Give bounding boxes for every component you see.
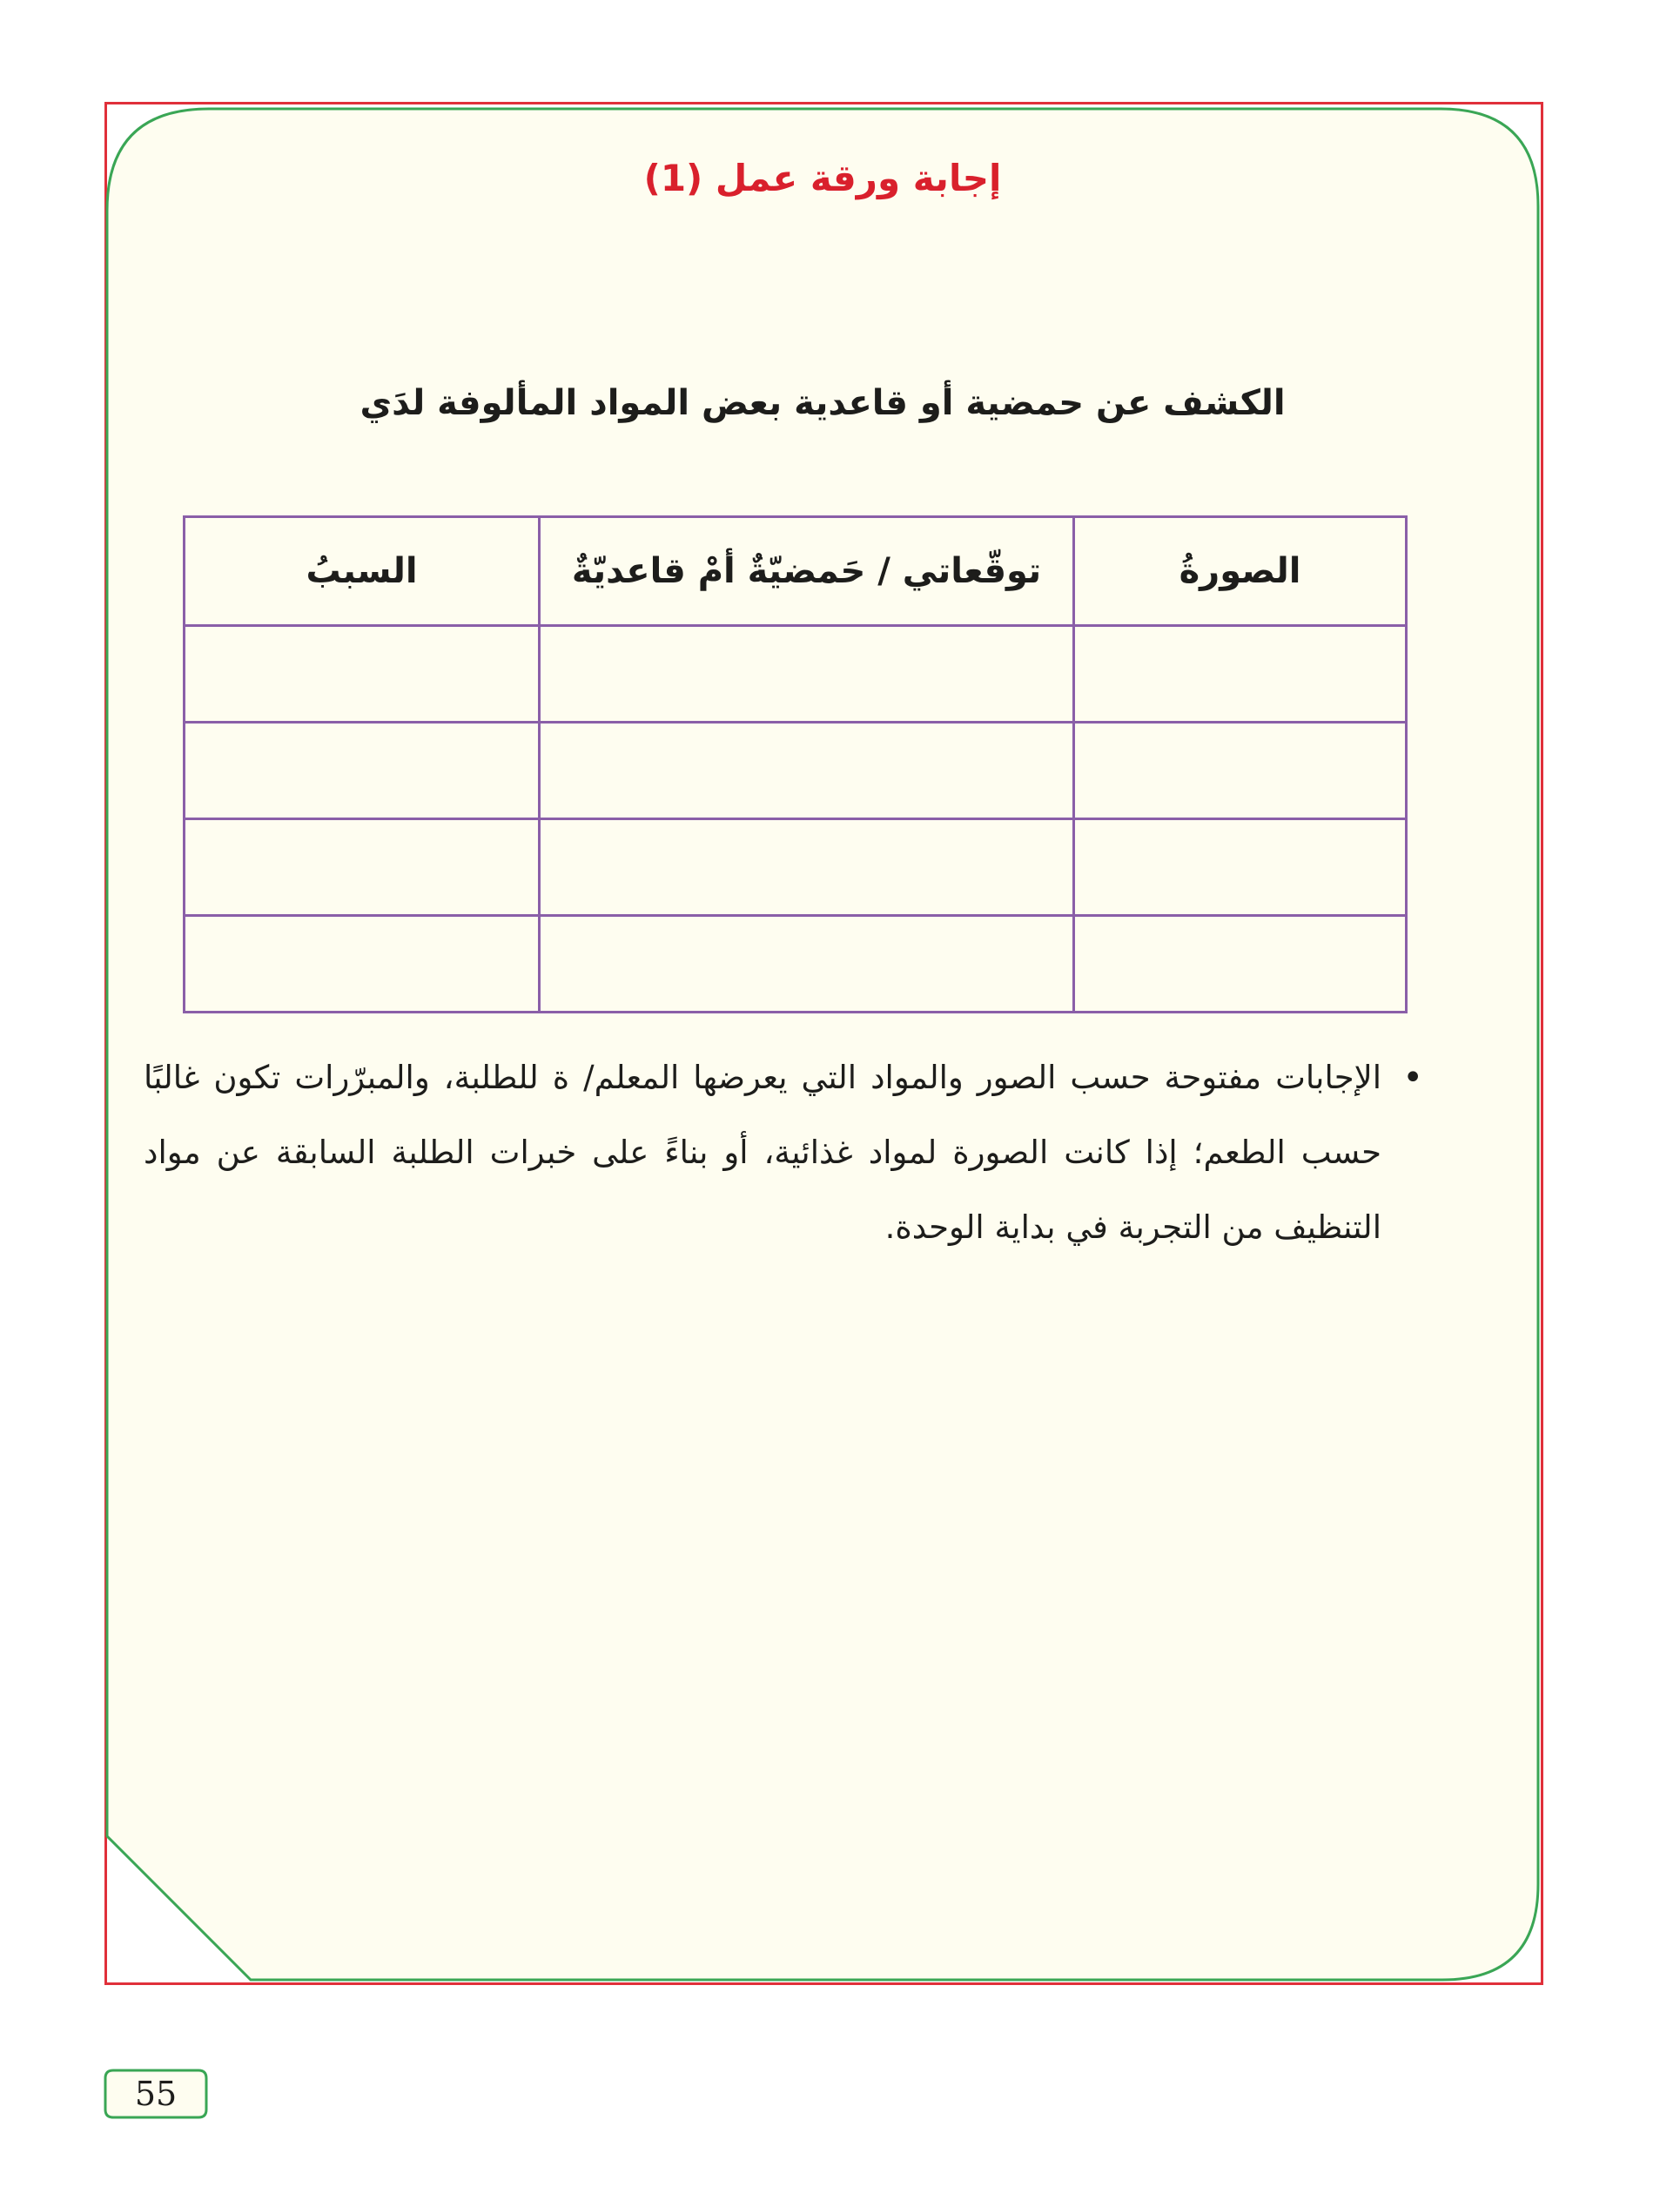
answer-note — [144, 1040, 1423, 1265]
table-cell — [185, 626, 540, 723]
table-cell — [185, 819, 540, 916]
table-row — [185, 916, 1407, 1013]
table-cell — [540, 819, 1074, 916]
table-cell — [185, 723, 540, 819]
answer-note-text: الإجابات مفتوحة حسب الصور والمواد التي يعرضها المعلم/ ة للطلبة، والمبرّرات تكون غالبًا حسب الطعم؛ إذا كانت الصورة لمواد غذائية، أو بناءً على خبرات الطلبة السابقة عن مواد التنظيف من التجربة في بداية الوحدة. — [144, 1059, 1381, 1246]
header-image: الصورةُ — [1074, 517, 1407, 626]
prediction-table — [183, 515, 1405, 1007]
table-row — [185, 626, 1407, 723]
table-row — [185, 723, 1407, 819]
table-cell — [1074, 819, 1407, 916]
table-cell — [540, 723, 1074, 819]
table-cell — [1074, 626, 1407, 723]
table-row — [185, 819, 1407, 916]
table-header-row — [185, 517, 1407, 626]
page-number: 55 — [134, 2075, 178, 2113]
table-cell — [540, 626, 1074, 723]
worksheet-heading: إجابة ورقة عمل (1) — [643, 157, 1002, 199]
page-number-badge — [103, 2068, 209, 2120]
bullet-icon: • — [1402, 1058, 1423, 1098]
table-cell — [540, 916, 1074, 1013]
table-cell — [1074, 723, 1407, 819]
header-prediction: توقّعاتي / حَمضيّةٌ أمْ قاعديّةٌ — [540, 517, 1074, 626]
worksheet-subtitle: الكشف عن حمضية أو قاعدية بعض المواد المألوفة لدَي — [360, 383, 1286, 423]
header-reason: السببُ — [185, 517, 540, 626]
table-cell — [1074, 916, 1407, 1013]
table-cell — [185, 916, 540, 1013]
